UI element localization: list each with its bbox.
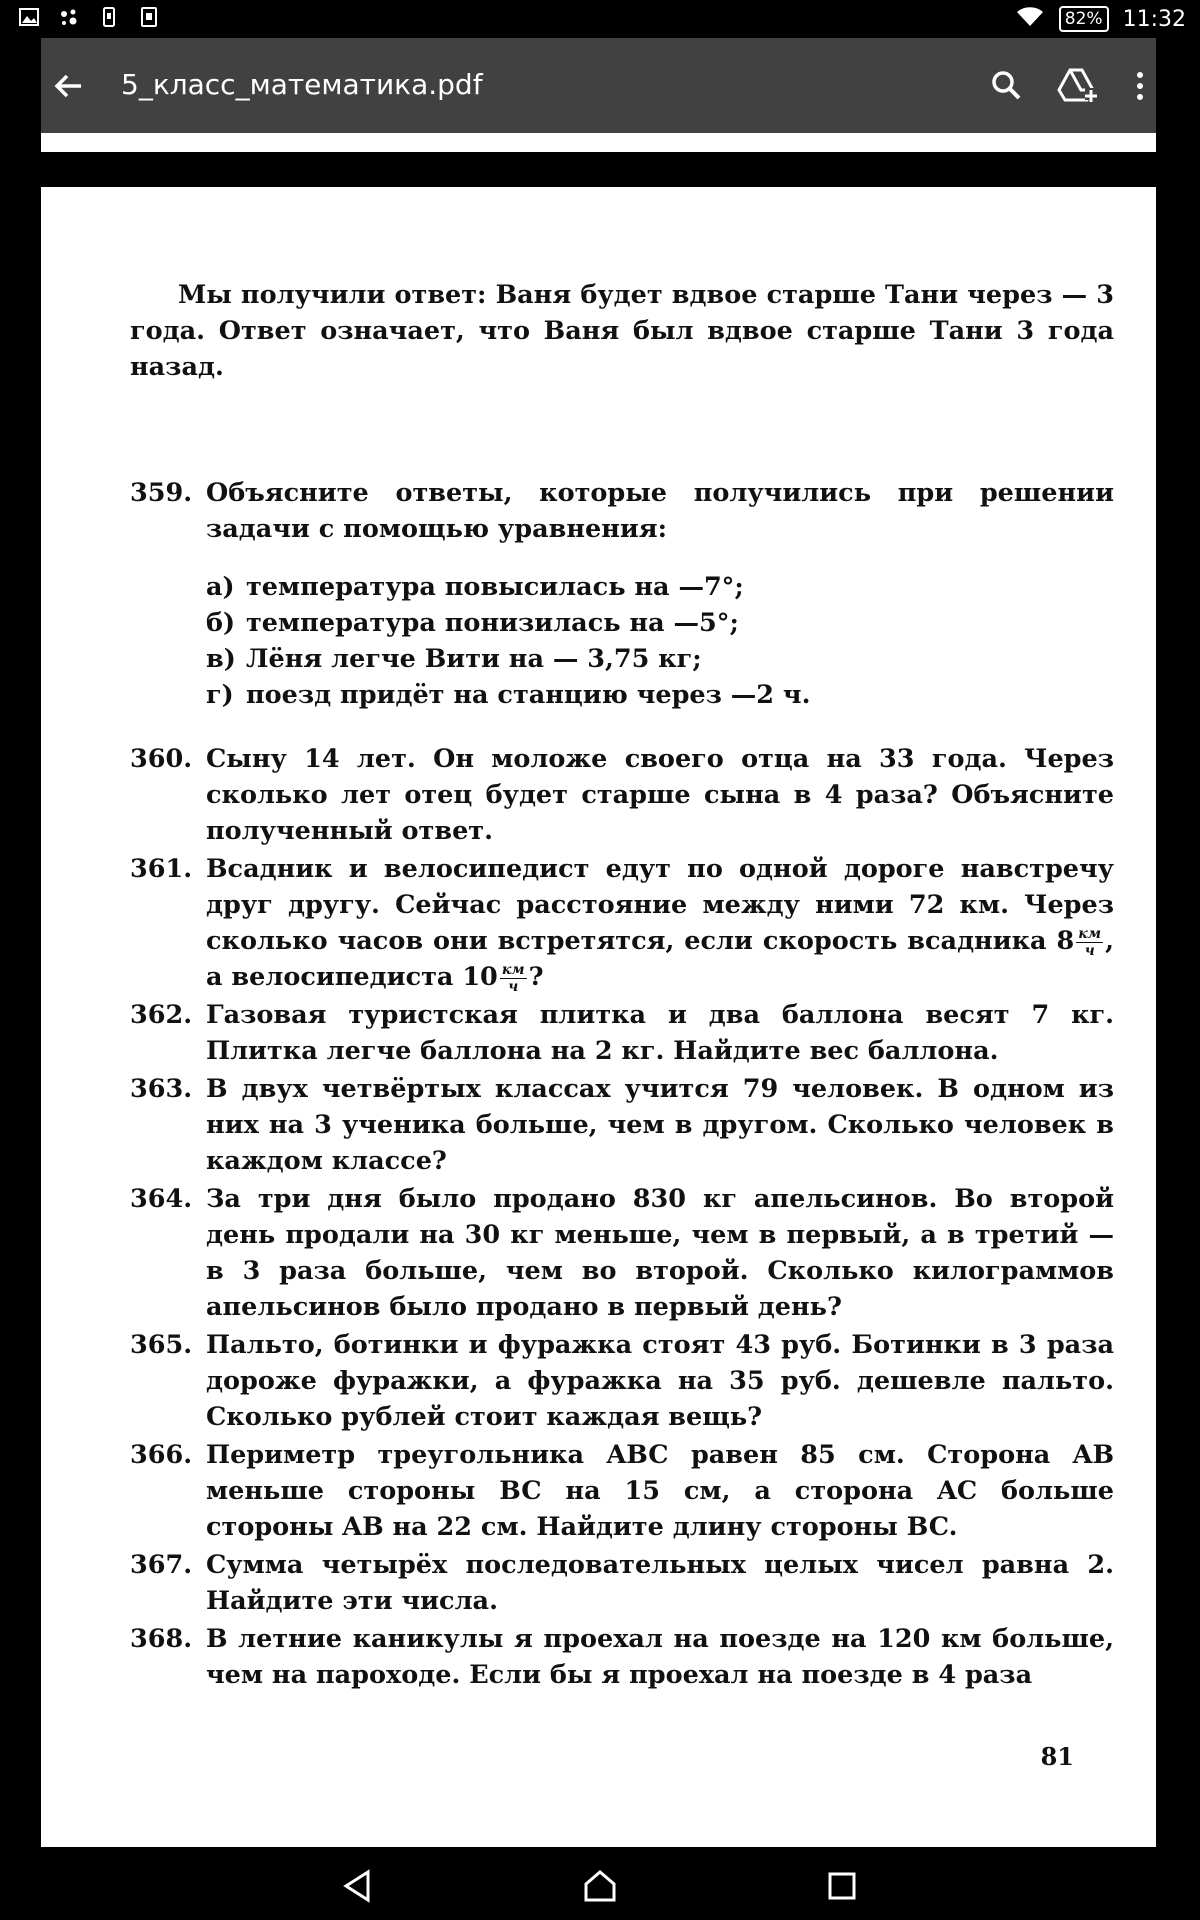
problem-359 — [130, 475, 1114, 739]
navigation-bar — [0, 1848, 1200, 1920]
problem-364: 364. За три дня было продано 830 кг апельсинов. Во второй день продали на 30 кг меньше, чем в первый, а в третий — в 3 раза больше, чем во второй. Сколько килограммов апельсинов было продано в первый день? — [130, 1181, 1114, 1325]
problem-text: Всадник и велосипедист едут по одной дороге навстречу друг другу. Сейчас расстояние между ними 72 км. Через сколько часов они встретятся, если скорость всадника 8 $\frac{км}{ч}$ , а велосипедиста 10 $\frac{км}{ч}$ ? — [206, 854, 1114, 995]
document-title: 5_класс_математика.pdf — [121, 68, 483, 101]
notification-icons — [18, 6, 160, 28]
page-number: 81 — [1040, 1742, 1074, 1771]
document-notification-icon — [138, 6, 160, 28]
page-content — [130, 277, 1114, 1695]
app-bar — [41, 38, 1156, 133]
problem-363: 363. В двух четвёртых классах учится 79 человек. В одном из них на 3 ученика больше, чем в другом. Сколько человек в каждом классе? — [130, 1071, 1114, 1179]
list-item: в) Лёня легче Вити на — 3,75 кг; — [206, 644, 702, 674]
list-item: б) температура понизилась на —5°; — [206, 608, 739, 638]
answer-list — [206, 569, 1114, 713]
previous-page-edge — [41, 133, 1156, 152]
problem-362: 362. Газовая туристская плитка и два баллона весят 7 кг. Плитка легче баллона на 2 кг. Найдите вес баллона. — [130, 997, 1114, 1069]
clock: 11:32 — [1122, 6, 1186, 32]
problem-361: 361. Всадник и велосипедист едут по одной дороге навстречу друг другу. Сейчас расстояние между ними 72 км. Через сколько часов они встретятся, если скорость всадника 8 $\frac{км}{ч}$ , а велосипедиста 10 $\frac{км}{ч}$ ? — [130, 851, 1114, 995]
unit-fraction: $\frac{км}{ч}$ — [501, 961, 525, 995]
battery-indicator: 82% — [1059, 6, 1109, 32]
problem-text: Пальто, ботинки и фуражка стоят 43 руб. Ботинки в 3 раза дороже фуражки, а фуражка на 35 руб. дешевле пальто. Сколько рублей стоит каждая вещь? — [206, 1330, 1114, 1432]
unit-fraction: $\frac{км}{ч}$ — [1078, 925, 1102, 959]
problem-text: В двух четвёртых классах учится 79 человек. В одном из них на 3 ученика больше, чем в другом. Сколько человек в каждом классе? — [206, 1074, 1114, 1176]
add-to-drive-icon[interactable] — [1055, 64, 1099, 108]
pdf-page[interactable] — [41, 187, 1156, 1847]
status-bar — [0, 0, 1200, 38]
problem-text: Газовая туристская плитка и два баллона весят 7 кг. Плитка легче баллона на 2 кг. Найдите вес баллона. — [206, 1000, 1114, 1066]
problem-text: Периметр треугольника ABC равен 85 см. Сторона AB меньше стороны BC на 15 см, а сторона AC больше стороны AB на 22 см. Найдите длину стороны BC. — [206, 1440, 1114, 1542]
problem-367: 367. Сумма четырёх последовательных целых чисел равна 2. Найдите эти числа. — [130, 1547, 1114, 1619]
problem-text: Сыну 14 лет. Он моложе своего отца на 33 года. Через сколько лет отец будет старше сына в 4 раза? Объясните полученный ответ. — [206, 744, 1114, 846]
system-indicators — [1015, 4, 1186, 34]
wifi-icon — [1015, 4, 1045, 34]
problem-text: Объясните ответы, которые получились при решении задачи с помощью уравнения: — [206, 478, 1114, 544]
problem-366: 366. Периметр треугольника ABC равен 85 см. Сторона AB меньше стороны BC на 15 см, а сторона AC больше стороны AB на 22 см. Найдите длину стороны BC. — [130, 1437, 1114, 1545]
problem-text: За три дня было продано 830 кг апельсинов. Во второй день продали на 30 кг меньше, чем в первый, а в третий — в 3 раза больше, чем во второй. Сколько килограммов апельсинов было продано в первый день? — [206, 1184, 1114, 1322]
problem-number: 359. — [130, 478, 193, 508]
phone-notification-icon — [98, 6, 120, 28]
list-item: г) поезд придёт на станцию через —2 ч. — [206, 680, 811, 710]
nav-back-icon[interactable] — [338, 1866, 378, 1906]
search-icon[interactable] — [985, 64, 1029, 108]
nav-recent-apps-icon[interactable] — [822, 1866, 862, 1906]
problem-368: 368. В летние каникулы я проехал на поезде на 120 км больше, чем на пароходе. Если бы я проехал на поезде в 4 раза — [130, 1621, 1114, 1693]
problem-text: В летние каникулы я проехал на поезде на 120 км больше, чем на пароходе. Если бы я проехал на поезде в 4 раза — [206, 1624, 1114, 1690]
problem-text: Сумма четырёх последовательных целых чисел равна 2. Найдите эти числа. — [206, 1550, 1114, 1616]
more-options-icon[interactable] — [1125, 64, 1155, 108]
intro-paragraph: Мы получили ответ: Ваня будет вдвое старше Тани через — 3 года. Ответ означает, что Ваня был вдвое старше Тани 3 года назад. — [130, 280, 1114, 382]
back-arrow-icon[interactable] — [45, 62, 93, 110]
assistant-notification-icon — [58, 6, 80, 28]
problem-365: 365. Пальто, ботинки и фуражка стоят 43 руб. Ботинки в 3 раза дороже фуражки, а фуражка на 35 руб. дешевле пальто. Сколько рублей стоит каждая вещь? — [130, 1327, 1114, 1435]
nav-home-icon[interactable] — [580, 1866, 620, 1906]
gallery-notification-icon — [18, 6, 40, 28]
list-item: а) температура повысилась на —7°; — [206, 572, 744, 602]
problem-360: 360. Сыну 14 лет. Он моложе своего отца на 33 года. Через сколько лет отец будет старше сына в 4 раза? Объясните полученный ответ. — [130, 741, 1114, 849]
